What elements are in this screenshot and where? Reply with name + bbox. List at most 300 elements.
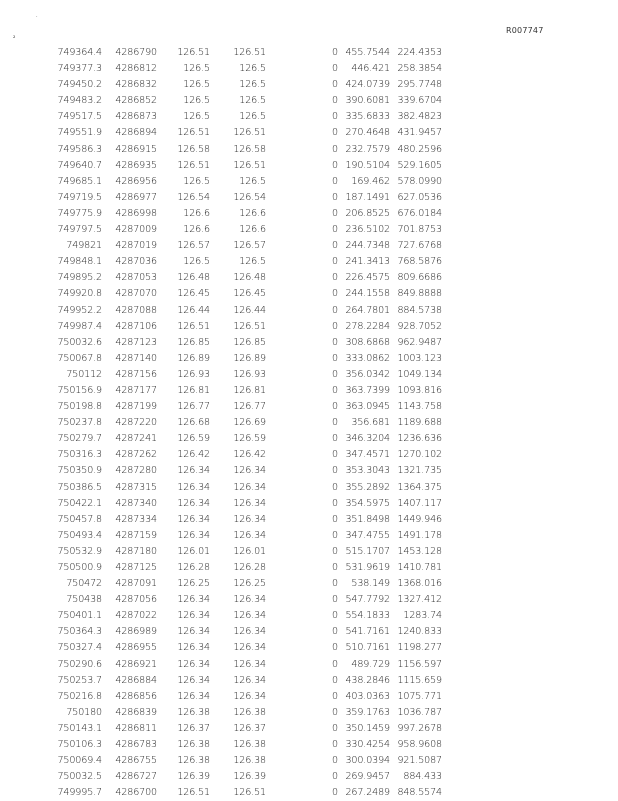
zero-cell: 0	[332, 529, 338, 541]
zero-cell: 0	[332, 95, 338, 107]
northing-cell: 4287315	[115, 481, 157, 493]
easting-cell: 750457.8	[57, 513, 102, 525]
value-a-cell: 350.1459	[345, 722, 390, 734]
elevation-cell: 126.37	[177, 722, 210, 734]
value-a-cell: 403.0363	[345, 690, 390, 702]
easting-cell: 750438	[66, 594, 102, 606]
table-row	[50, 592, 442, 608]
value-a-cell: 554.1833	[345, 610, 390, 622]
easting-cell: 750290.6	[57, 658, 102, 670]
value-b-cell: 848.5574	[397, 787, 442, 799]
easting-cell: 749377.3	[57, 63, 102, 75]
elevation-cell: 126.51	[177, 47, 210, 58]
northing-cell: 4287340	[115, 497, 157, 509]
value-a-cell: 356.681	[351, 417, 390, 429]
elevation-cell: 126.5	[183, 175, 210, 187]
easting-cell: 750500.9	[57, 562, 102, 573]
value-b-cell: 1198.277	[397, 642, 442, 654]
zero-cell: 0	[332, 594, 338, 606]
northing-cell: 4287088	[115, 304, 157, 316]
elevation-cell: 126.59	[177, 433, 210, 445]
easting-cell: 750032.5	[57, 771, 102, 783]
value-b-cell: 578.0990	[397, 175, 442, 187]
value-b-cell: 1491.178	[397, 529, 442, 541]
table-row	[50, 721, 442, 737]
elevation-cell: 126.81	[177, 384, 210, 396]
easting-cell: 750316.3	[57, 449, 102, 461]
table-row	[50, 351, 442, 367]
northing-cell: 4286727	[115, 771, 157, 783]
value-a-cell: 446.421	[351, 63, 390, 75]
table-row	[50, 142, 442, 158]
value-a-cell: 363.7399	[345, 384, 390, 396]
value-b-cell: 1410.781	[397, 562, 442, 573]
northing-cell: 4286755	[115, 755, 157, 767]
table-row	[50, 190, 442, 206]
zero-cell: 0	[332, 626, 338, 638]
elevation-2-cell: 126.01	[233, 545, 266, 557]
elevation-cell: 126.51	[177, 787, 210, 799]
zero-cell: 0	[332, 465, 338, 477]
zero-cell: 0	[332, 771, 338, 783]
northing-cell: 4286894	[115, 127, 157, 139]
zero-cell: 0	[332, 63, 338, 75]
elevation-2-cell: 126.58	[233, 143, 266, 155]
easting-cell: 749364.4	[57, 47, 102, 58]
easting-cell: 750216.8	[57, 690, 102, 702]
elevation-cell: 126.38	[177, 739, 210, 751]
table-row	[50, 496, 442, 512]
table-row	[50, 254, 442, 270]
elevation-cell: 126.51	[177, 127, 210, 139]
easting-cell: 750253.7	[57, 674, 102, 686]
value-b-cell: 382.4823	[397, 111, 442, 123]
easting-cell: 749517.5	[57, 111, 102, 123]
elevation-cell: 126.5	[183, 111, 210, 123]
value-a-cell: 538.149	[351, 578, 390, 590]
elevation-2-cell: 126.34	[233, 594, 266, 606]
northing-cell: 4286873	[115, 111, 157, 123]
table-row	[50, 77, 442, 93]
table-row	[50, 560, 442, 576]
value-b-cell: 1327.412	[397, 594, 442, 606]
elevation-2-cell: 126.89	[233, 352, 266, 364]
elevation-cell: 126.34	[177, 529, 210, 541]
elevation-cell: 126.48	[177, 272, 210, 284]
zero-cell: 0	[332, 739, 338, 751]
value-a-cell: 244.7348	[345, 240, 390, 252]
table-row	[50, 608, 442, 624]
elevation-2-cell: 126.57	[233, 240, 266, 252]
elevation-cell: 126.5	[183, 79, 210, 91]
elevation-cell: 126.51	[177, 320, 210, 332]
northing-cell: 4287009	[115, 224, 157, 236]
zero-cell: 0	[332, 336, 338, 348]
zero-cell: 0	[332, 513, 338, 525]
zero-cell: 0	[332, 674, 338, 686]
northing-cell: 4287140	[115, 352, 157, 364]
table-row	[50, 367, 442, 383]
zero-cell: 0	[332, 207, 338, 219]
zero-cell: 0	[332, 481, 338, 493]
table-row	[50, 769, 442, 785]
easting-cell: 749895.2	[57, 272, 102, 284]
northing-cell: 4286790	[115, 47, 157, 58]
elevation-cell: 126.58	[177, 143, 210, 155]
elevation-cell: 126.34	[177, 658, 210, 670]
table-row	[50, 93, 442, 109]
elevation-2-cell: 126.38	[233, 755, 266, 767]
elevation-2-cell: 126.45	[233, 288, 266, 300]
table-row	[50, 624, 442, 640]
elevation-cell: 126.34	[177, 481, 210, 493]
zero-cell: 0	[332, 127, 338, 139]
northing-cell: 4287123	[115, 336, 157, 348]
easting-cell: 750112	[66, 368, 102, 380]
elevation-2-cell: 126.5	[239, 111, 266, 123]
elevation-2-cell: 126.77	[233, 401, 266, 413]
northing-cell: 4287106	[115, 320, 157, 332]
zero-cell: 0	[332, 562, 338, 573]
elevation-2-cell: 126.42	[233, 449, 266, 461]
zero-cell: 0	[332, 159, 338, 171]
table-row	[50, 399, 442, 415]
northing-cell: 4286921	[115, 658, 157, 670]
zero-cell: 0	[332, 191, 338, 203]
easting-cell: 749797.5	[57, 224, 102, 236]
value-b-cell: 1236.636	[397, 433, 442, 445]
zero-cell: 0	[332, 320, 338, 332]
zero-cell: 0	[332, 578, 338, 590]
elevation-cell: 126.38	[177, 755, 210, 767]
elevation-2-cell: 126.51	[233, 47, 266, 58]
value-b-cell: 1093.816	[397, 384, 442, 396]
easting-cell: 750422.1	[57, 497, 102, 509]
elevation-cell: 126.77	[177, 401, 210, 413]
value-a-cell: 270.4648	[345, 127, 390, 139]
northing-cell: 4286977	[115, 191, 157, 203]
elevation-2-cell: 126.34	[233, 513, 266, 525]
elevation-2-cell: 126.51	[233, 320, 266, 332]
easting-cell: 749821	[66, 240, 102, 252]
value-b-cell: 1036.787	[397, 706, 442, 718]
elevation-2-cell: 126.34	[233, 610, 266, 622]
value-a-cell: 232.7579	[345, 143, 390, 155]
elevation-2-cell: 126.6	[239, 224, 266, 236]
elevation-cell: 126.28	[177, 562, 210, 573]
table-row	[50, 512, 442, 528]
value-a-cell: 190.5104	[345, 159, 390, 171]
zero-cell: 0	[332, 433, 338, 445]
value-b-cell: 1003.123	[397, 352, 442, 364]
table-row	[50, 206, 442, 222]
zero-cell: 0	[332, 143, 338, 155]
value-a-cell: 353.3043	[345, 465, 390, 477]
table-row	[50, 463, 442, 479]
value-a-cell: 333.0862	[345, 352, 390, 364]
northing-cell: 4286811	[115, 722, 157, 734]
value-b-cell: 809.6686	[397, 272, 442, 284]
zero-cell: 0	[332, 658, 338, 670]
elevation-2-cell: 126.51	[233, 159, 266, 171]
northing-cell: 4286852	[115, 95, 157, 107]
value-a-cell: 236.5102	[345, 224, 390, 236]
elevation-2-cell: 126.81	[233, 384, 266, 396]
easting-cell: 750106.3	[57, 739, 102, 751]
easting-cell: 750143.1	[57, 722, 102, 734]
table-row	[50, 335, 442, 351]
value-b-cell: 1189.688	[397, 417, 442, 429]
value-a-cell: 356.0342	[345, 368, 390, 380]
value-a-cell: 541.7161	[345, 626, 390, 638]
elevation-cell: 126.51	[177, 159, 210, 171]
value-b-cell: 1115.659	[397, 674, 442, 686]
northing-cell: 4286856	[115, 690, 157, 702]
elevation-2-cell: 126.34	[233, 626, 266, 638]
zero-cell: 0	[332, 272, 338, 284]
value-a-cell: 351.8498	[345, 513, 390, 525]
value-a-cell: 330.4254	[345, 739, 390, 751]
value-b-cell: 1407.117	[397, 497, 442, 509]
table-row	[50, 270, 442, 286]
elevation-2-cell: 126.38	[233, 739, 266, 751]
easting-cell: 749920.8	[57, 288, 102, 300]
northing-cell: 4287159	[115, 529, 157, 541]
value-b-cell: 1364.375	[397, 481, 442, 493]
table-row	[50, 689, 442, 705]
value-b-cell: 884.433	[403, 771, 442, 783]
northing-cell: 4286832	[115, 79, 157, 91]
easting-cell: 750067.8	[57, 352, 102, 364]
table-row	[50, 286, 442, 302]
elevation-cell: 126.57	[177, 240, 210, 252]
easting-cell: 749719.5	[57, 191, 102, 203]
easting-cell: 749952.2	[57, 304, 102, 316]
value-b-cell: 1368.016	[397, 578, 442, 590]
elevation-cell: 126.25	[177, 578, 210, 590]
value-a-cell: 264.7801	[345, 304, 390, 316]
elevation-cell: 126.34	[177, 626, 210, 638]
zero-cell: 0	[332, 497, 338, 509]
elevation-2-cell: 126.34	[233, 690, 266, 702]
northing-cell: 4286915	[115, 143, 157, 155]
northing-cell: 4286700	[115, 787, 157, 799]
elevation-cell: 126.34	[177, 674, 210, 686]
value-b-cell: 1156.597	[397, 658, 442, 670]
zero-cell: 0	[332, 417, 338, 429]
northing-cell: 4286998	[115, 207, 157, 219]
zero-cell: 0	[332, 368, 338, 380]
elevation-2-cell: 126.34	[233, 529, 266, 541]
easting-cell: 750472	[66, 578, 102, 590]
elevation-2-cell: 126.34	[233, 674, 266, 686]
table-row	[50, 705, 442, 721]
value-a-cell: 347.4571	[345, 449, 390, 461]
value-a-cell: 206.8525	[345, 207, 390, 219]
value-b-cell: 627.0536	[397, 191, 442, 203]
elevation-2-cell: 126.5	[239, 175, 266, 187]
value-a-cell: 226.4575	[345, 272, 390, 284]
elevation-2-cell: 126.44	[233, 304, 266, 316]
northing-cell: 4287241	[115, 433, 157, 445]
value-a-cell: 515.1707	[345, 545, 390, 557]
page-corner-mark: ·	[36, 14, 38, 20]
easting-cell: 750180	[66, 706, 102, 718]
easting-cell: 749551.9	[57, 127, 102, 139]
value-b-cell: 1321.735	[397, 465, 442, 477]
elevation-cell: 126.6	[183, 207, 210, 219]
northing-cell: 4287199	[115, 401, 157, 413]
zero-cell: 0	[332, 722, 338, 734]
value-b-cell: 701.8753	[397, 224, 442, 236]
table-row	[50, 480, 442, 496]
elevation-2-cell: 126.34	[233, 497, 266, 509]
value-b-cell: 884.5738	[397, 304, 442, 316]
elevation-2-cell: 126.5	[239, 95, 266, 107]
northing-cell: 4286783	[115, 739, 157, 751]
elevation-2-cell: 126.39	[233, 771, 266, 783]
elevation-2-cell: 126.25	[233, 578, 266, 590]
table-row	[50, 431, 442, 447]
elevation-2-cell: 126.48	[233, 272, 266, 284]
elevation-2-cell: 126.51	[233, 127, 266, 139]
table-row	[50, 383, 442, 399]
northing-cell: 4287056	[115, 594, 157, 606]
elevation-cell: 126.34	[177, 594, 210, 606]
northing-cell: 4286812	[115, 63, 157, 75]
northing-cell: 4287091	[115, 578, 157, 590]
table-row	[50, 544, 442, 560]
elevation-cell: 126.34	[177, 513, 210, 525]
zero-cell: 0	[332, 304, 338, 316]
value-b-cell: 727.6768	[397, 240, 442, 252]
value-b-cell: 480.2596	[397, 143, 442, 155]
zero-cell: 0	[332, 755, 338, 767]
easting-cell: 749586.3	[57, 143, 102, 155]
value-b-cell: 529.1605	[397, 159, 442, 171]
value-a-cell: 267.2489	[345, 787, 390, 799]
elevation-cell: 126.5	[183, 95, 210, 107]
value-a-cell: 363.0945	[345, 401, 390, 413]
northing-cell: 4286839	[115, 706, 157, 718]
value-b-cell: 997.2678	[397, 722, 442, 734]
easting-cell: 750401.1	[57, 610, 102, 622]
table-row	[50, 238, 442, 254]
table-row	[50, 415, 442, 431]
elevation-cell: 126.5	[183, 63, 210, 75]
value-b-cell: 958.9608	[397, 739, 442, 751]
northing-cell: 4286989	[115, 626, 157, 638]
northing-cell: 4286955	[115, 642, 157, 654]
northing-cell: 4286935	[115, 159, 157, 171]
easting-cell: 749987.4	[57, 320, 102, 332]
easting-cell: 750198.8	[57, 401, 102, 413]
elevation-cell: 126.34	[177, 497, 210, 509]
northing-cell: 4287180	[115, 545, 157, 557]
northing-cell: 4287036	[115, 256, 157, 268]
table-row	[50, 447, 442, 463]
zero-cell: 0	[332, 401, 338, 413]
zero-cell: 0	[332, 240, 338, 252]
elevation-2-cell: 126.37	[233, 722, 266, 734]
value-a-cell: 489.729	[351, 658, 390, 670]
value-b-cell: 1075.771	[397, 690, 442, 702]
easting-cell: 750386.5	[57, 481, 102, 493]
easting-cell: 749450.2	[57, 79, 102, 91]
table-row	[50, 576, 442, 592]
value-b-cell: 339.6704	[397, 95, 442, 107]
table-row	[50, 319, 442, 335]
table-row	[50, 528, 442, 544]
zero-cell: 0	[332, 352, 338, 364]
elevation-2-cell: 126.5	[239, 63, 266, 75]
table-row	[50, 737, 442, 753]
table-row	[50, 109, 442, 125]
easting-cell: 749995.7	[57, 787, 102, 799]
value-a-cell: 346.3204	[345, 433, 390, 445]
elevation-2-cell: 126.28	[233, 562, 266, 573]
value-a-cell: 308.6868	[345, 336, 390, 348]
value-b-cell: 928.7052	[397, 320, 442, 332]
northing-cell: 4287177	[115, 384, 157, 396]
value-a-cell: 241.3413	[345, 256, 390, 268]
value-b-cell: 1143.758	[397, 401, 442, 413]
elevation-2-cell: 126.69	[233, 417, 266, 429]
easting-cell: 749483.2	[57, 95, 102, 107]
value-b-cell: 1453.128	[397, 545, 442, 557]
elevation-cell: 126.85	[177, 336, 210, 348]
value-a-cell: 300.0394	[345, 755, 390, 767]
easting-cell: 749640.7	[57, 159, 102, 171]
zero-cell: 0	[332, 610, 338, 622]
elevation-2-cell: 126.38	[233, 706, 266, 718]
elevation-cell: 126.89	[177, 352, 210, 364]
elevation-cell: 126.34	[177, 610, 210, 622]
northing-cell: 4287280	[115, 465, 157, 477]
coordinate-data-table	[50, 45, 442, 801]
value-a-cell: 347.4755	[345, 529, 390, 541]
northing-cell: 4287125	[115, 562, 157, 573]
value-a-cell: 359.1763	[345, 706, 390, 718]
easting-cell: 750279.7	[57, 433, 102, 445]
elevation-cell: 126.34	[177, 465, 210, 477]
elevation-2-cell: 126.85	[233, 336, 266, 348]
easting-cell: 750237.8	[57, 417, 102, 429]
value-a-cell: 547.7792	[345, 594, 390, 606]
easting-cell: 750364.3	[57, 626, 102, 638]
elevation-cell: 126.38	[177, 706, 210, 718]
elevation-cell: 126.01	[177, 545, 210, 557]
northing-cell: 4287156	[115, 368, 157, 380]
elevation-cell: 126.45	[177, 288, 210, 300]
value-b-cell: 1449.946	[397, 513, 442, 525]
table-row	[50, 174, 442, 190]
value-b-cell: 1283.74	[403, 610, 442, 622]
value-a-cell: 390.6081	[345, 95, 390, 107]
zero-cell: 0	[332, 47, 338, 58]
northing-cell: 4287220	[115, 417, 157, 429]
elevation-2-cell: 126.5	[239, 79, 266, 91]
value-a-cell: 424.0739	[345, 79, 390, 91]
value-b-cell: 962.9487	[397, 336, 442, 348]
easting-cell: 750327.4	[57, 642, 102, 654]
value-b-cell: 676.0184	[397, 207, 442, 219]
value-b-cell: 224.4353	[397, 47, 442, 58]
value-b-cell: 258.3854	[397, 63, 442, 75]
value-a-cell: 354.5975	[345, 497, 390, 509]
elevation-2-cell: 126.34	[233, 642, 266, 654]
elevation-cell: 126.68	[177, 417, 210, 429]
